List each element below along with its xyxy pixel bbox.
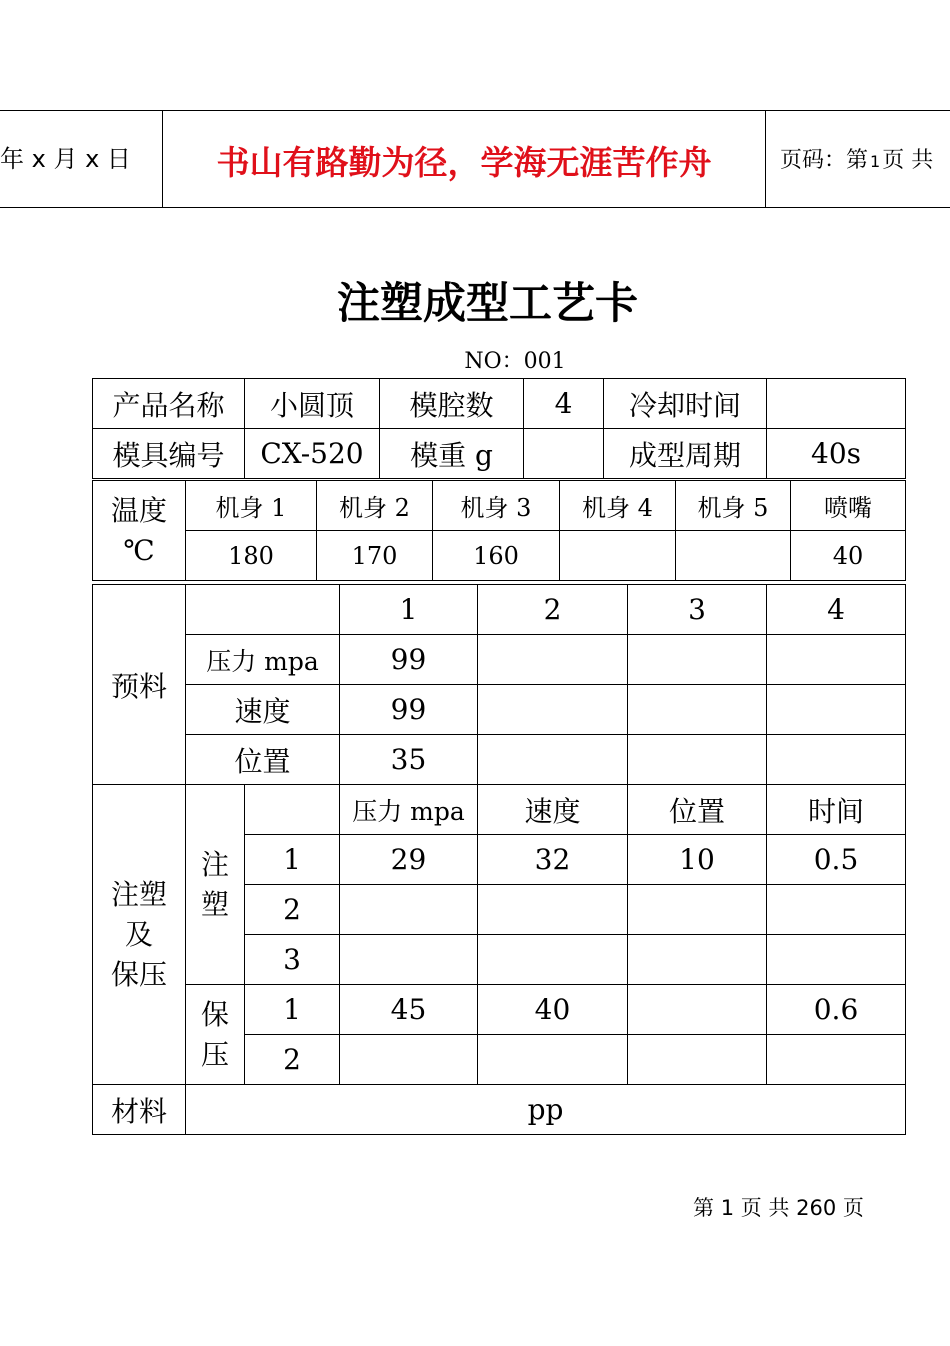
zone-value xyxy=(560,531,676,581)
table-row xyxy=(93,1085,906,1135)
footer-page-number: 1 xyxy=(720,1196,735,1220)
hold-cell xyxy=(478,1035,628,1085)
inject-cell xyxy=(340,885,478,935)
preload-cell xyxy=(478,635,628,685)
table-row xyxy=(93,379,906,429)
document-title: 注塑成型工艺卡 xyxy=(337,279,638,329)
injection-label-line: 保压 xyxy=(110,957,167,991)
table-row xyxy=(93,585,906,635)
zone-value: 170 xyxy=(317,531,433,581)
cavities-value: 4 xyxy=(524,379,604,429)
hold-cell: 45 xyxy=(340,985,478,1035)
injection-corner-cell xyxy=(245,785,340,835)
zone-header: 机身 2 xyxy=(317,481,433,531)
mold-weight-label: 模重 g xyxy=(380,429,524,479)
preload-row-label: 位置 xyxy=(186,735,340,785)
inject-step: 3 xyxy=(245,935,340,985)
preload-col-header: 2 xyxy=(478,585,628,635)
zone-header: 机身 1 xyxy=(186,481,317,531)
injection-col-header: 位置 xyxy=(628,785,767,835)
preload-cell xyxy=(478,685,628,735)
page-footer xyxy=(693,1192,864,1222)
hold-label-line: 压 xyxy=(200,1037,229,1071)
cycle-label: 成型周期 xyxy=(604,429,767,479)
product-name-label: 产品名称 xyxy=(93,379,245,429)
injection-hold-label xyxy=(93,785,186,1085)
preload-col-header: 3 xyxy=(628,585,767,635)
injection-label-line: 注塑 xyxy=(110,877,167,911)
inject-cell: 10 xyxy=(628,835,767,885)
hold-step: 1 xyxy=(245,985,340,1035)
preload-cell: 99 xyxy=(340,635,478,685)
hold-cell xyxy=(628,1035,767,1085)
footer-suffix: 页 xyxy=(842,1196,864,1220)
hold-step: 2 xyxy=(245,1035,340,1085)
page-header xyxy=(0,110,950,208)
hold-label-line: 保 xyxy=(200,997,229,1031)
inject-cell: 32 xyxy=(478,835,628,885)
preload-col-header: 1 xyxy=(340,585,478,635)
header-page-num: 1 xyxy=(870,152,881,171)
cooling-time-value xyxy=(767,379,906,429)
temperature-label-text: 温度 xyxy=(110,493,167,527)
material-label: 材料 xyxy=(93,1085,186,1135)
preload-row-label: 速度 xyxy=(186,685,340,735)
hold-cell xyxy=(340,1035,478,1085)
table-row xyxy=(93,685,906,735)
zone-value: 160 xyxy=(433,531,560,581)
zone-header: 喷嘴 xyxy=(791,481,906,531)
inject-cell xyxy=(478,935,628,985)
preload-cell xyxy=(628,635,767,685)
preload-cell: 35 xyxy=(340,735,478,785)
preload-cell xyxy=(767,735,906,785)
header-page-prefix: 页码：第 xyxy=(780,148,869,173)
footer-middle: 页 共 xyxy=(740,1196,790,1220)
table-row xyxy=(93,481,906,531)
header-motto: 书山有路勤为径，学海无涯苦作舟 xyxy=(216,143,712,182)
product-info-table xyxy=(92,378,906,479)
inject-cell xyxy=(767,885,906,935)
inject-cell xyxy=(628,935,767,985)
preload-cell xyxy=(628,685,767,735)
injection-col-header: 时间 xyxy=(767,785,906,835)
preload-cell xyxy=(478,735,628,785)
zone-value: 180 xyxy=(186,531,317,581)
mold-weight-value xyxy=(524,429,604,479)
document-number: NO：001 xyxy=(464,349,566,374)
inject-cell: 29 xyxy=(340,835,478,885)
footer-total-pages: 260 xyxy=(796,1196,837,1220)
inject-label-line: 注 xyxy=(200,847,229,881)
inject-cell: 0.5 xyxy=(767,835,906,885)
header-date: 年 x 月 x 日 xyxy=(0,145,131,173)
injection-col-header: 压力 mpa xyxy=(340,785,478,835)
process-table xyxy=(92,584,906,1135)
cooling-time-label: 冷却时间 xyxy=(604,379,767,429)
zone-header: 机身 4 xyxy=(560,481,676,531)
header-page-number xyxy=(780,143,933,174)
preload-cell xyxy=(628,735,767,785)
hold-label xyxy=(186,985,245,1085)
header-page-suffix: 页 共 xyxy=(882,148,934,173)
footer-prefix: 第 xyxy=(693,1196,714,1220)
table-row xyxy=(93,735,906,785)
inject-step: 1 xyxy=(245,835,340,885)
injection-col-header: 速度 xyxy=(478,785,628,835)
mold-no-value: CX-520 xyxy=(245,429,380,479)
hold-cell xyxy=(628,985,767,1035)
inject-step: 2 xyxy=(245,885,340,935)
preload-cell: 99 xyxy=(340,685,478,735)
mold-no-label: 模具编号 xyxy=(93,429,245,479)
temperature-label xyxy=(93,481,186,581)
inject-label xyxy=(186,785,245,985)
inject-cell xyxy=(340,935,478,985)
zone-value: 40 xyxy=(791,531,906,581)
product-name-value: 小圆顶 xyxy=(245,379,380,429)
material-value: pp xyxy=(186,1085,906,1135)
injection-label-line: 及 xyxy=(124,917,153,951)
preload-corner-cell xyxy=(186,585,340,635)
inject-label-line: 塑 xyxy=(200,887,229,921)
preload-cell xyxy=(767,635,906,685)
table-row xyxy=(93,785,906,835)
header-divider xyxy=(765,111,766,208)
zone-header: 机身 5 xyxy=(676,481,791,531)
zone-header: 机身 3 xyxy=(433,481,560,531)
preload-cell xyxy=(767,685,906,735)
temperature-table xyxy=(92,480,906,581)
hold-cell: 0.6 xyxy=(767,985,906,1035)
hold-cell: 40 xyxy=(478,985,628,1035)
zone-value xyxy=(676,531,791,581)
hold-cell xyxy=(767,1035,906,1085)
preload-label: 预料 xyxy=(93,585,186,785)
cycle-value: 40s xyxy=(767,429,906,479)
preload-row-label: 压力 mpa xyxy=(186,635,340,685)
table-row xyxy=(93,429,906,479)
table-row xyxy=(93,635,906,685)
table-row xyxy=(93,985,906,1035)
inject-cell xyxy=(767,935,906,985)
inject-cell xyxy=(628,885,767,935)
preload-col-header: 4 xyxy=(767,585,906,635)
temperature-unit: ℃ xyxy=(123,533,155,567)
cavities-label: 模腔数 xyxy=(380,379,524,429)
inject-cell xyxy=(478,885,628,935)
table-row xyxy=(93,531,906,581)
